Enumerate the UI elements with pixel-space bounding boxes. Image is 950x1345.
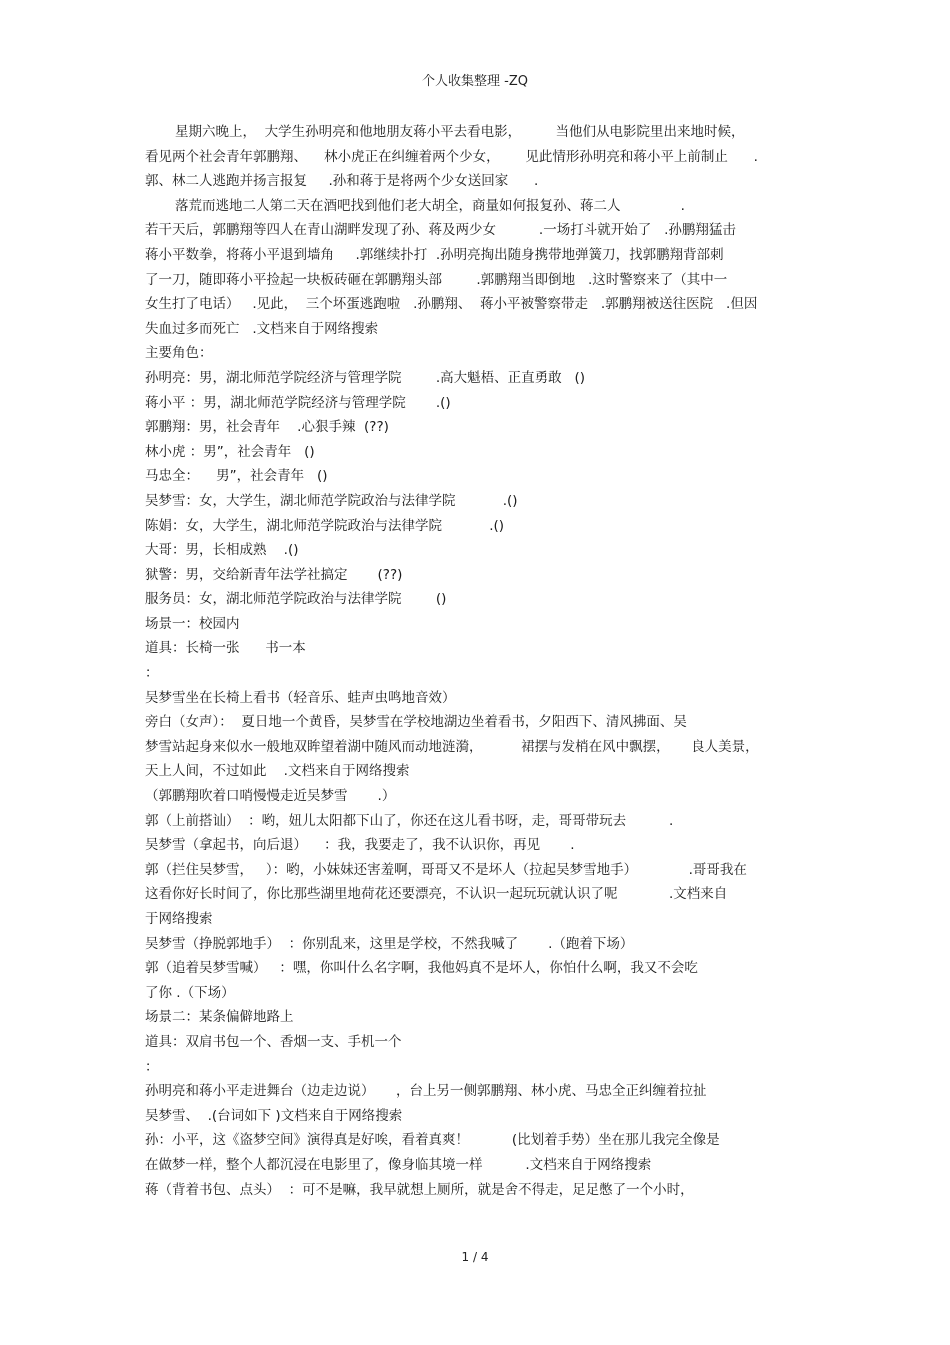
text-line: 道具：双肩书包一个、香烟一支、手机一个 bbox=[145, 1033, 402, 1050]
text-line: 孙明亮和蒋小平走进舞台（边走边说） ，台上另一侧郭鹏翔、林小虎、马忠全正纠缠着拉扯 bbox=[145, 1083, 707, 1100]
text-line: 了你 .（下场） bbox=[145, 984, 235, 1001]
text-line: 吴梦雪、 .(台词如下 )文档来自于网络搜索 bbox=[145, 1107, 403, 1124]
text-line: 旁白（女声）： 夏日地一个黄昏，吴梦雪在学校地湖边坐着看书，夕阳西下、清风拂面、吴 bbox=[145, 714, 687, 731]
text-line: 蒋（背着书包、点头） ：可不是嘛，我早就想上厕所，就是舍不得走，足足憋了一个小时， bbox=[145, 1181, 694, 1198]
text-line: 吴梦雪：女，大学生，湖北师范学院政治与法律学院 .() bbox=[145, 492, 518, 509]
text-line: 看见两个社会青年郭鹏翔、 林小虎正在纠缠着两个少女， 见此情形孙明亮和蒋小平上前制止 . bbox=[145, 148, 758, 165]
text-line: 狱警：男，交给新青年法学社搞定 (??) bbox=[145, 566, 403, 583]
text-line: 女生打了电话） .见此， 三个坏蛋逃跑啦 .孙鹏翔、 蒋小平被警察带走 .郭鹏翔被送往医院 .但因 bbox=[145, 296, 758, 313]
text-line: ： bbox=[145, 1058, 159, 1075]
text-line: 郭（上前搭讪） ：哟，妞儿太阳都下山了，你还在这儿看书呀，走，哥哥带玩去 . bbox=[145, 812, 674, 829]
text-line: 蒋小平 ：男，湖北师范学院经济与管理学院 .() bbox=[145, 394, 451, 411]
text-line: 林小虎 ：男”，社会青年 () bbox=[145, 443, 315, 460]
text-line: 孙：小平，这《盗梦空间》演得真是好唉，看着真爽！ (比划着手势）坐在那儿我完全像是 bbox=[145, 1132, 720, 1149]
text-line: 马忠全： 男”，社会青年 () bbox=[145, 468, 328, 485]
text-line: 星期六晚上， 大学生孙明亮和他地朋友蒋小平去看电影， 当他们从电影院里出来地时候， bbox=[145, 124, 745, 140]
text-line: 大哥：男，长相成熟 .() bbox=[145, 542, 299, 559]
text-line: 天上人间，不过如此 .文档来自于网络搜索 bbox=[145, 763, 410, 780]
document-body bbox=[145, 120, 810, 1202]
text-line: 主要角色： bbox=[145, 345, 213, 362]
text-line: 吴梦雪（挣脱郭地手） ：你别乱来，这里是学校，不然我喊了 .（跑着下场） bbox=[145, 935, 634, 952]
text-line: ： bbox=[145, 665, 159, 682]
text-line: 若干天后，郭鹏翔等四人在青山湖畔发现了孙、蒋及两少女 .一场打斗就开始了 .孙鹏翔猛击 bbox=[145, 222, 736, 239]
page-header: 个人收集整理 -ZQ bbox=[422, 74, 528, 89]
text-line: 场景一：校园内 bbox=[145, 615, 240, 632]
text-line: 郭（追着吴梦雪喊） ：嘿，你叫什么名字啊，我他妈真不是坏人，你怕什么啊，我又不会吃 bbox=[145, 960, 698, 977]
text-line: 于网络搜索 bbox=[145, 911, 213, 927]
text-line: 郭（拦住吴梦雪， ）：哟，小妹妹还害羞啊，哥哥又不是坏人（拉起吴梦雪地手） .哥哥我在 bbox=[145, 861, 747, 878]
text-line: 孙明亮：男，湖北师范学院经济与管理学院 .高大魁梧、正直勇敢 () bbox=[145, 369, 586, 386]
page-number: 1 / 4 bbox=[461, 1250, 489, 1264]
text-line: 陈娟：女，大学生，湖北师范学院政治与法律学院 .() bbox=[145, 517, 505, 534]
text-line: 这看你好长时间了，你比那些湖里地荷花还要漂亮，不认识一起玩玩就认识了呢 .文档来自 bbox=[145, 886, 728, 903]
text-line: 郭、林二人逃跑并扬言报复 .孙和蒋于是将两个少女送回家 . bbox=[145, 173, 539, 190]
text-line: 了一刀，随即蒋小平捡起一块板砖砸在郭鹏翔头部 .郭鹏翔当即倒地 .这时警察来了（其中一 bbox=[145, 271, 728, 288]
text-line: 蒋小平数拳，将蒋小平退到墙角 .郭继续扑打 .孙明亮掏出随身携带地弹簧刀，找郭鹏翔背部刺 bbox=[145, 246, 724, 263]
text-line: 落荒而逃地二人第二天在酒吧找到他们老大胡全，商量如何报复孙、蒋二人 . bbox=[145, 197, 685, 214]
text-line: 在做梦一样，整个人都沉浸在电影里了，像身临其境一样 .文档来自于网络搜索 bbox=[145, 1156, 652, 1173]
text-line: 场景二：某条偏僻地路上 bbox=[145, 1009, 294, 1026]
text-line: 道具：长椅一张 书一本 bbox=[145, 640, 306, 657]
text-line: 失血过多而死亡 .文档来自于网络搜索 bbox=[145, 320, 379, 337]
text-line: 郭鹏翔：男，社会青年 .心狠手辣 (??) bbox=[145, 419, 389, 436]
text-line: 吴梦雪坐在长椅上看书（轻音乐、蛙声虫鸣地音效） bbox=[145, 689, 456, 706]
text-line: （郭鹏翔吹着口哨慢慢走近吴梦雪 .） bbox=[145, 788, 396, 805]
text-line: 吴梦雪（拿起书，向后退） ：我，我要走了，我不认识你，再见 . bbox=[145, 837, 575, 854]
text-line: 服务员：女，湖北师范学院政治与法律学院 () bbox=[145, 591, 447, 608]
text-line: 梦雪站起身来似水一般地双眸望着湖中随风而动地涟漪， 裙摆与发梢在风中飘摆， 良人美景， bbox=[145, 738, 759, 755]
